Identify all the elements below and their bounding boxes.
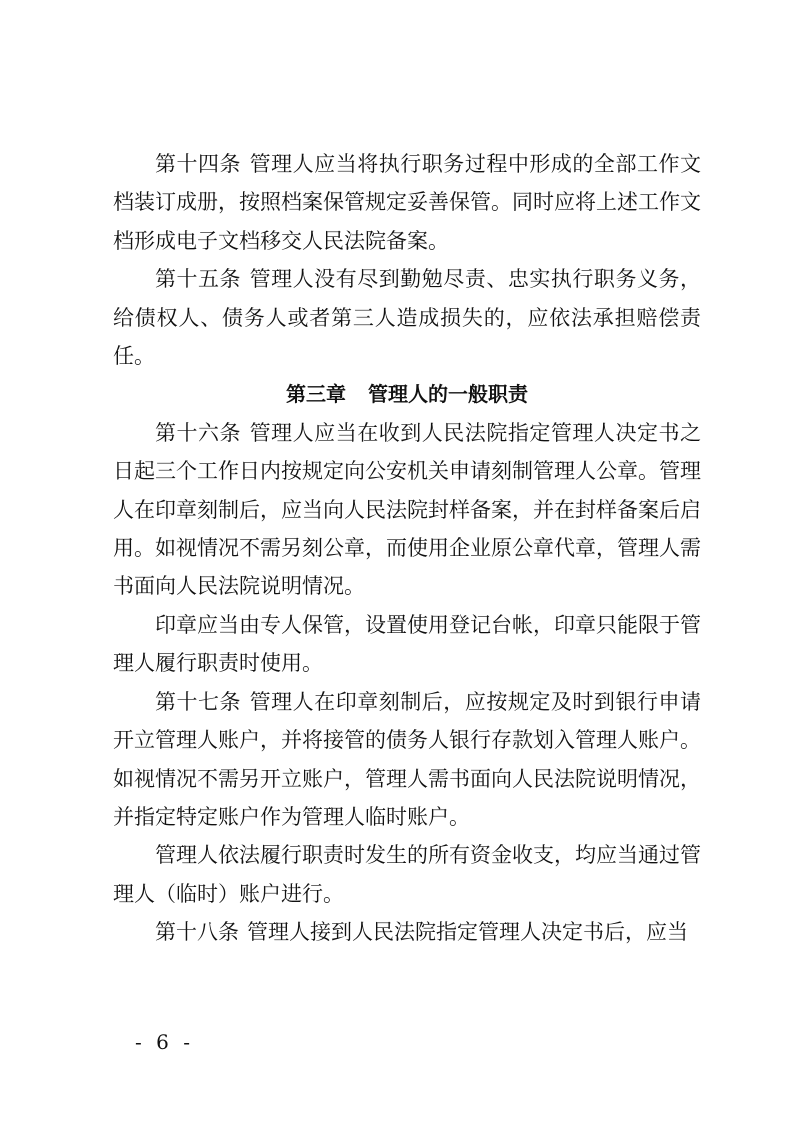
chapter-number: 第三章	[286, 382, 346, 407]
article-text: 管理人应当将执行职务过程中形成的全部工作文档装订成册，按照档案保管规定妥善保管。同时应将上述工作文档形成电子文档移交人民法院备案。	[113, 152, 702, 253]
article-lead: 第十六条	[155, 420, 242, 445]
document-body	[113, 145, 701, 952]
article-lead: 第十四条	[155, 152, 242, 176]
paragraph-fund-transactions	[113, 836, 701, 913]
article-15	[113, 260, 701, 375]
paragraph-seal-custody	[113, 606, 701, 683]
article-text: 管理人应当在收到人民法院指定管理人决定书之日起三个工作日内按规定向公安机关申请刻制管理人公章。管理人在印章刻制后，应当向人民法院封样备案，并在封样备案后启用。如视情况不需另刻公章，而使用企业原公章代章，管理人需书面向人民法院说明情况。	[113, 420, 702, 599]
article-text: 管理人接到人民法院指定管理人决定书后，应当	[247, 920, 688, 945]
article-text: 管理人在印章刻制后，应按规定及时到银行申请开立管理人账户，并将接管的债务人银行存款划入管理人账户。如视情况不需另开立账户，管理人需书面向人民法院说明情况，并指定特定账户作为管理人临时账户。	[113, 689, 702, 829]
article-lead: 第十五条	[155, 267, 242, 292]
chapter-heading	[113, 375, 701, 413]
article-17	[113, 683, 701, 837]
article-lead: 第十八条	[155, 920, 239, 945]
article-18	[113, 913, 701, 951]
chapter-title: 管理人的一般职责	[368, 382, 528, 407]
article-16	[113, 414, 701, 606]
article-14	[113, 145, 701, 260]
article-lead: 第十七条	[155, 689, 242, 714]
article-text: 管理人没有尽到勤勉尽责、忠实执行职务义务，给债权人、债务人或者第三人造成损失的，应依法承担赔偿责任。	[113, 267, 702, 369]
paragraph-text: 印章应当由专人保管，设置使用登记台帐，印章只能限于管理人履行职责时使用。	[113, 612, 701, 676]
page-number: - 6 -	[135, 1030, 194, 1054]
paragraph-text: 管理人依法履行职责时发生的所有资金收支，均应当通过管理人（临时）账户进行。	[113, 843, 701, 906]
